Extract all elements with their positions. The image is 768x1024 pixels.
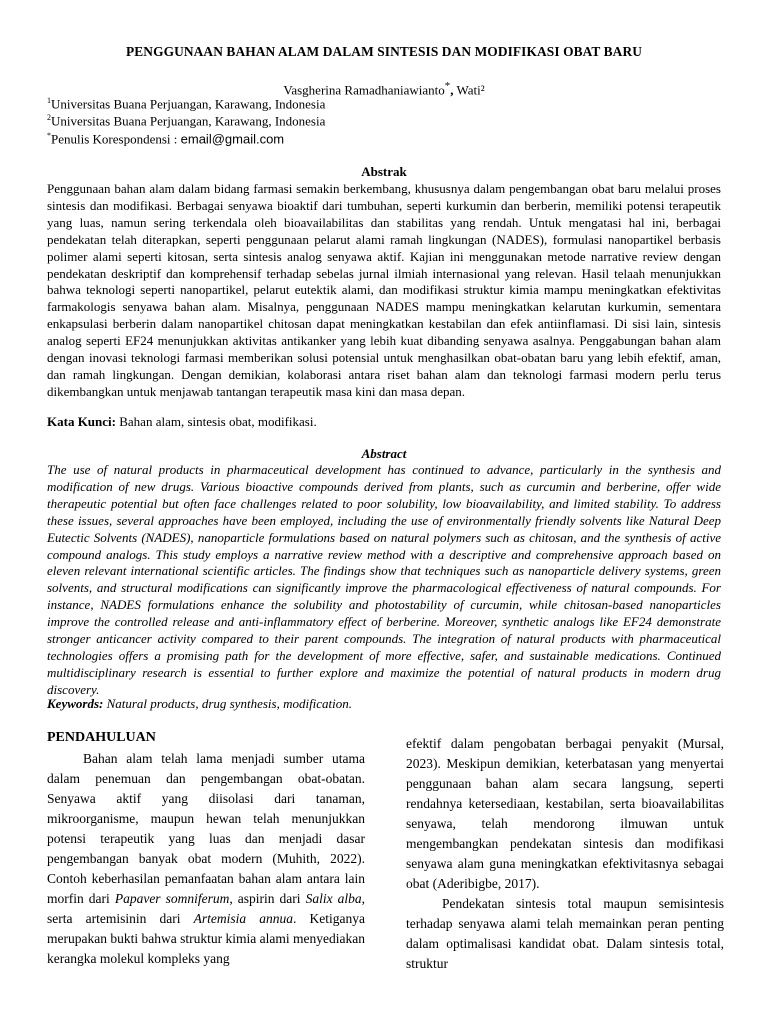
author-1-mark: * [444,80,451,92]
species-name: Papaver somniferum [114,891,230,906]
text-run: . Ketiganya merupakan bukti bahwa struktur kimia alami menyediakan kerangka molekul kompleks yang [47,911,366,966]
intro-paragraph-1 [47,749,365,969]
affiliation-2-text: Universitas Buana Perjuangan, Karawang, Indonesia [51,113,326,129]
author-separator: , [450,82,454,98]
affiliation-1-mark: 1 [47,96,51,105]
keywords-label: Keywords: [47,696,104,711]
affiliation-1-text: Universitas Buana Perjuangan, Karawang, Indonesia [51,96,326,112]
species-name: Artemisia annua [193,911,294,926]
section-heading-pendahuluan: PENDAHULUAN [47,730,156,745]
affiliation-2-mark: 2 [47,113,51,122]
correspondence-label: Penulis Korespondensi : [51,131,181,147]
correspondence-mark: * [47,131,51,140]
kata-kunci [47,414,721,430]
author-1: Vasgherina Ramadhaniawianto [283,82,445,98]
intro-paragraph-2: Pendekatan sintesis total maupun semisintesis terhadap senyawa alami telah memainkan peran penting dalam optimalisasi kandidat obat. Dalam sintesis total, struktur [406,896,724,971]
text-run: , serta artemisinin dari [47,891,366,926]
text-run: , aspirin dari [229,891,306,906]
paper-title: PENGGUNAAN BAHAN ALAM DALAM SINTESIS DAN MODIFIKASI OBAT BARU [126,44,642,59]
affiliation-2 [47,113,325,129]
abstract-body: The use of natural products in pharmaceutical development has continued to advance, particularly in the synthesis and modification of new drugs. Various bioactive compounds derived from plants, such as curcumin and berberine, offer wide therapeutic potential but often face challenges related to poor solubility, low bioavailability, and limited stability. To address these issues, several approaches have been employed, including the use of environmentally friendly solvents like Natural Deep Eutectic Solvents (NADES), nanoparticle formulations based on natural polymers such as chitosan, and the synthesis of active compound analogs. This study employs a narrative review method with a descriptive and comprehensive approach based on eleven relevant international scientific articles. The findings show that techniques such as nanoparticle delivery systems, green solvents, and structural modifications can significantly improve the pharmacological effectiveness of natural compounds. For instance, NADES formulations enhance the solubility and photostability of curcumin, while chitosan-based nanoparticles improve the controlled release and anti-inflammatory effect of berberine. Moreover, synthetic analogs like EF24 demonstrate stronger anticancer activity compared to their parent compounds. The integration of natural products with pharmaceutical technologies offers a promising path for the development of more effective, safer, and sustainable medications. Continued multidisciplinary research is essential to further explore and maximize the potential of natural products in modern drug discovery. [47,462,721,697]
species-name: Salix alba [305,891,362,906]
abstract-heading: Abstract [361,446,407,461]
text-run: Bahan alam telah lama menjadi sumber utama dalam penemuan dan pengembangan obat-obatan. Senyawa aktif yang diisolasi dari tanaman, mikroorganisme, maupun hewan telah menunjukkan potensi terapeutik yang luas dan menjadi dasar pengembangan banyak obat modern (Muhith, 2022). Contoh keberhasilan pemanfaatan bahan alam antara lain morfin dari [47,751,365,906]
correspondence-email: email@gmail.com [180,131,285,147]
affiliation-1 [47,96,325,112]
keywords [47,696,721,712]
keywords-text: Natural products, drug synthesis, modification. [103,696,353,711]
column-left [47,728,365,969]
column-right [406,734,724,974]
abstrak-body: Penggunaan bahan alam dalam bidang farmasi semakin berkembang, khususnya dalam pengembangan obat baru melalui proses sintesis dan modifikasi. Berbagai senyawa bioaktif dari tumbuhan, seperti kurkumin dan berberin, memiliki potensi terapeutik yang luas, namun sering terkendala oleh bioavailabilitas dan stabilitas yang rendah. Untuk mengatasi hal ini, berbagai pendekatan telah diterapkan, seperti penggunaan pelarut alami ramah lingkungan (NADES), formulasi nanopartikel berbasis polimer alami seperti kitosan, serta sintesis analog senyawa aktif. Kajian ini menggunakan metode narrative review dengan pendekatan deskriptif dan komprehensif terhadap sebelas jurnal ilmiah internasional yang relevan. Hasil telaah menunjukkan bahwa teknologi seperti nanopartikel, pelarut eutektik alami, dan modifikasi struktur kimia mampu meningkatkan efektivitas farmakologis senyawa bahan alam. Misalnya, penggunaan NADES mampu meningkatkan kelarutan kurkumin, sementara enkapsulasi berberin dalam nanopartikel chitosan dapat meningkatkan kestabilan dan efek antiinflamasi. Di sisi lain, sintesis analog seperti EF24 menunjukkan aktivitas antikanker yang lebih kuat dibanding senyawa asalnya. Penggabungan bahan alam dengan inovasi teknologi farmasi memberikan solusi potensial untuk menghasilkan obat-obatan baru yang lebih efektif, aman, dan ramah lingkungan. Dengan demikian, kolaborasi antara riset bahan alam dan teknologi farmasi modern perlu terus dikembangkan untuk menjawab tantangan terapeutik masa kini dan masa depan. [47,181,721,399]
abstrak-heading: Abstrak [361,164,407,179]
author-2: Wati² [456,82,485,98]
intro-paragraph-1-continued: efektif dalam pengobatan berbagai penyakit (Mursal, 2023). Meskipun demikian, keterbatasan yang menyertai penggunaan bahan alam secara langsung, seperti rendahnya ketersediaan, kestabilan, serta bioavailabilitas senyawa, telah mendorong ilmuwan untuk mengembangkan pendekatan sintesis dan modifikasi senyawa alam guna meningkatkan efektivitasnya sebagai obat (Aderibigbe, 2017). [406,736,724,891]
kata-kunci-text: Bahan alam, sintesis obat, modifikasi. [115,414,317,429]
kata-kunci-label: Kata Kunci: [47,414,116,429]
correspondence-line [47,131,284,147]
